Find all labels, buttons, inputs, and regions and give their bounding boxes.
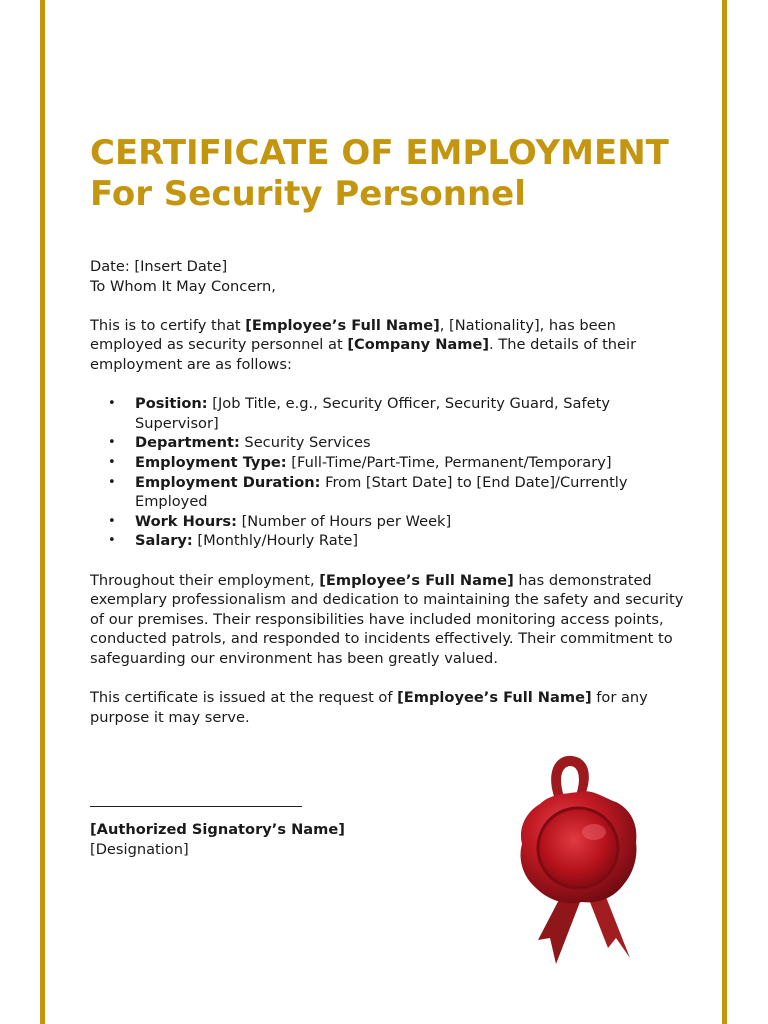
date-line: Date: [Insert Date] — [90, 258, 228, 275]
intro-text-2: , [Nationality], has been employed as security personnel at — [90, 316, 616, 354]
list-item — [108, 531, 690, 551]
salutation: To Whom It May Concern, — [90, 277, 276, 295]
list-item — [108, 453, 690, 473]
body-text-1: Throughout their employment, — [90, 571, 320, 589]
detail-value: [Monthly/Hourly Rate] — [192, 532, 359, 550]
intro-paragraph — [90, 316, 690, 375]
detail-label: Employment Duration: — [135, 473, 321, 491]
intro-text-1: This is to certify that — [90, 316, 246, 334]
wax-seal-ribbon-icon — [508, 752, 648, 967]
list-item — [108, 394, 690, 433]
letter-meta — [90, 257, 690, 296]
detail-value: [Number of Hours per Week] — [236, 512, 452, 530]
detail-label: Employment Type: — [135, 453, 287, 471]
bullet: • — [108, 474, 116, 490]
list-item — [108, 512, 690, 532]
bullet: • — [108, 435, 116, 451]
wax-inner — [538, 808, 618, 888]
bullet: • — [108, 454, 116, 470]
detail-label: Work Hours: — [135, 512, 237, 530]
bullet: • — [108, 513, 116, 529]
employee-name-placeholder: [Employee’s Full Name] — [245, 316, 440, 334]
request-text-2: for any purpose it may serve. — [90, 689, 648, 726]
list-item — [108, 433, 690, 453]
bullet: • — [108, 533, 116, 549]
employee-name-placeholder: [Employee’s Full Name] — [319, 571, 514, 589]
detail-value: Security Services — [239, 434, 371, 452]
detail-value: [Job Title, e.g., Security Officer, Security Guard, Safety Supervisor] — [135, 395, 610, 432]
detail-value: From [Start Date] to [End Date]/Currently Employed — [135, 473, 628, 511]
employment-details-list — [90, 394, 690, 551]
body-paragraph — [90, 571, 690, 669]
detail-label: Position: — [135, 395, 208, 413]
title-line-1: CERTIFICATE OF EMPLOYMENT — [90, 133, 669, 173]
left-border-line — [40, 0, 45, 1024]
certificate-body — [90, 133, 690, 859]
certificate-title — [90, 133, 690, 215]
employee-name-placeholder: [Employee’s Full Name] — [397, 689, 592, 707]
signature-line — [90, 805, 302, 807]
wax-highlight — [582, 824, 606, 840]
intro-text-3: . The details of their employment are as follows: — [90, 336, 637, 373]
right-border-line — [722, 0, 727, 1024]
detail-label: Salary: — [135, 532, 193, 550]
company-name-placeholder: [Company Name] — [347, 336, 490, 354]
list-item — [108, 473, 690, 512]
detail-value: [Full-Time/Part-Time, Permanent/Temporary] — [286, 453, 612, 471]
request-paragraph — [90, 688, 690, 727]
bullet: • — [108, 396, 116, 412]
signatory-name: [Authorized Signatory’s Name] — [90, 821, 345, 839]
title-line-2: For Security Personnel — [90, 174, 526, 214]
signatory-designation: [Designation] — [90, 840, 189, 858]
body-text-2: has demonstrated exemplary professionalism and dedication to maintaining the safety and security of our premises. Their responsibilities have included monitoring access points, conducted patrols, and responded to incidents effectively. Their commitment to safeguarding our environment has been greatly valued. — [90, 571, 684, 667]
detail-label: Department: — [135, 434, 240, 452]
request-text-1: This certificate is issued at the request of — [90, 689, 398, 707]
